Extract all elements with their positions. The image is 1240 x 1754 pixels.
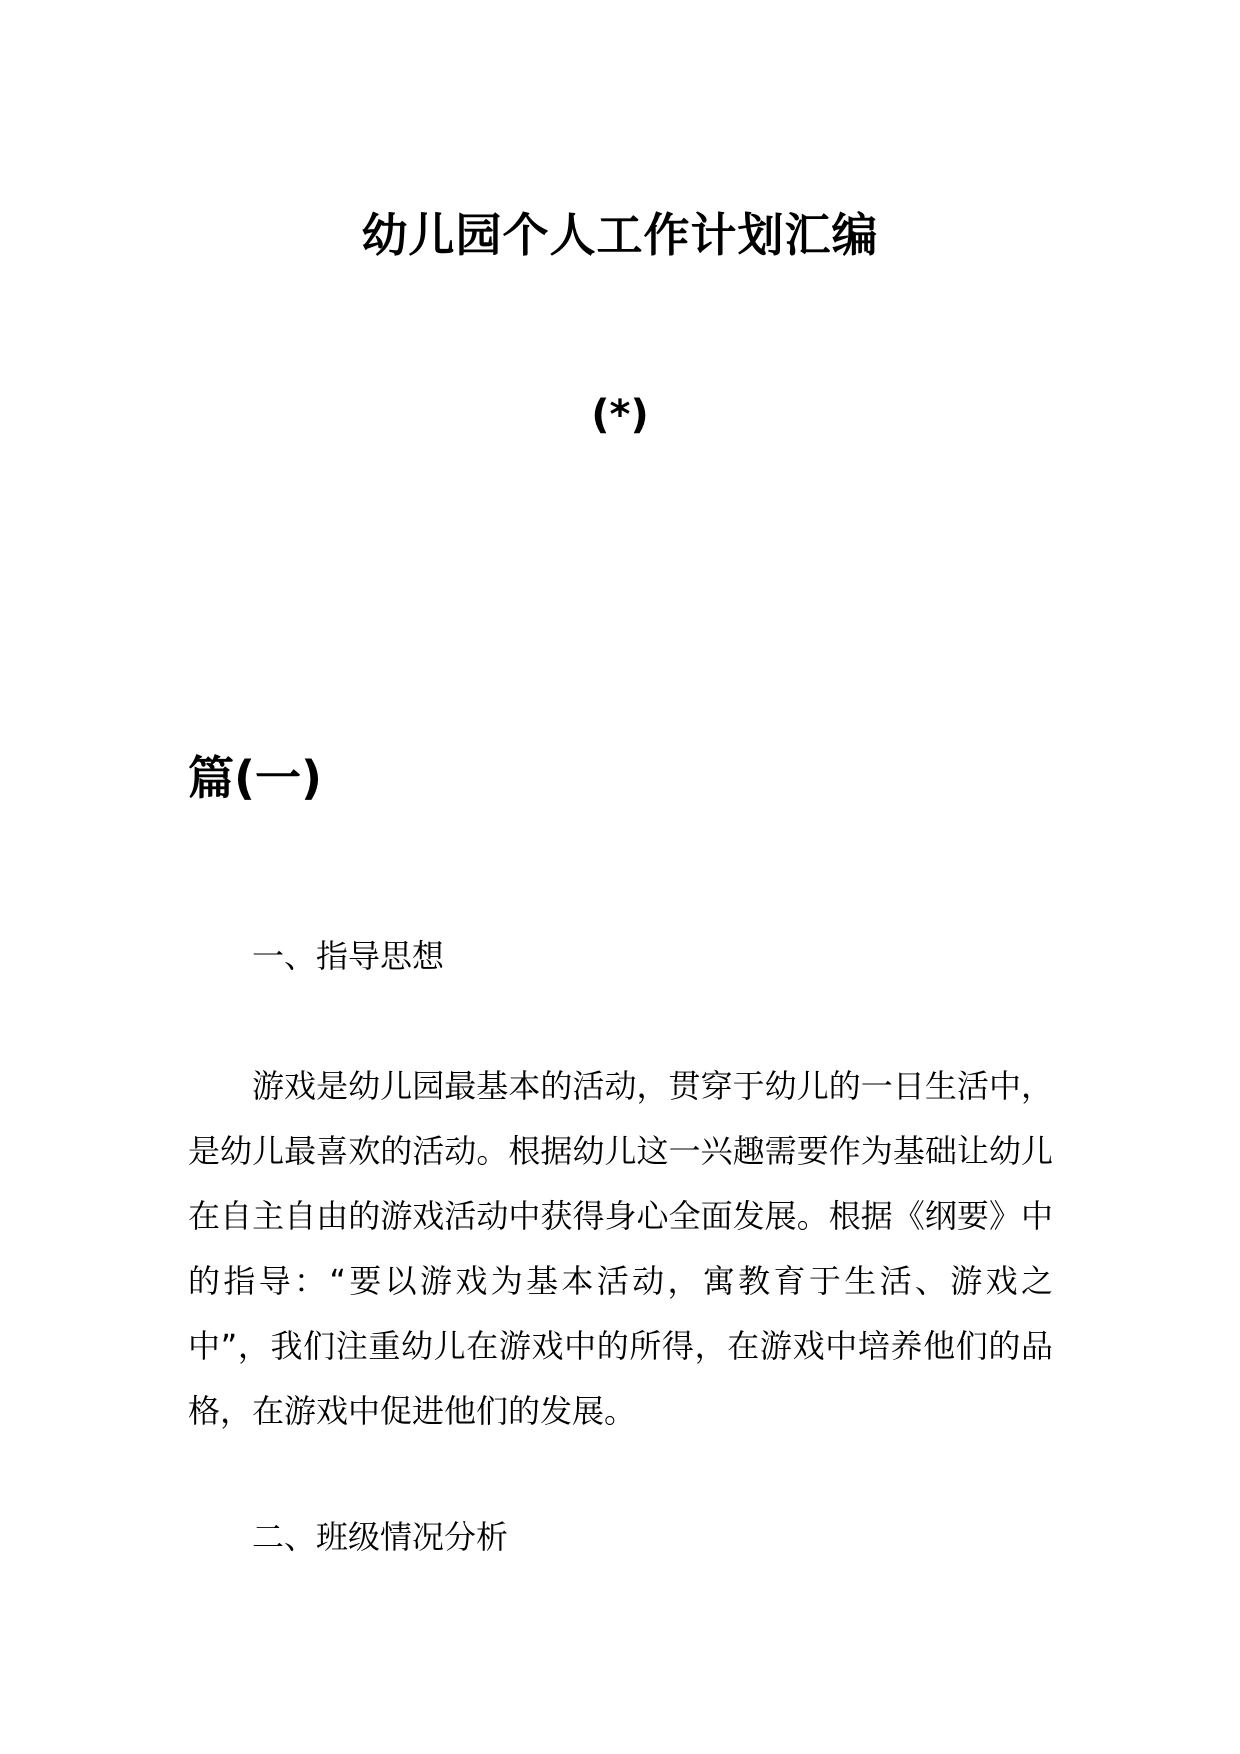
- heading-guiding-thought: 一、指导思想: [252, 937, 445, 975]
- paragraph: 游戏是幼儿园最基本的活动，贯穿于幼儿的一日生活中，是幼儿最喜欢的活动。根据幼儿这一兴趣需要作为基础让幼儿在自主自由的游戏活动中获得身心全面发展。根据《纲要》中的指导：“要以游戏为基本活动，寓教育于生活、游戏之中”，我们注重幼儿在游戏中的所得，在游戏中培养他们的品格，在游戏中促进他们的发展。: [188, 1067, 1053, 1430]
- document-subtitle: (*): [591, 392, 649, 438]
- section-heading: 篇(一): [188, 751, 323, 805]
- document-title: 幼儿园个人工作计划汇编: [361, 208, 879, 262]
- heading-class-analysis: 二、班级情况分析: [252, 1518, 509, 1556]
